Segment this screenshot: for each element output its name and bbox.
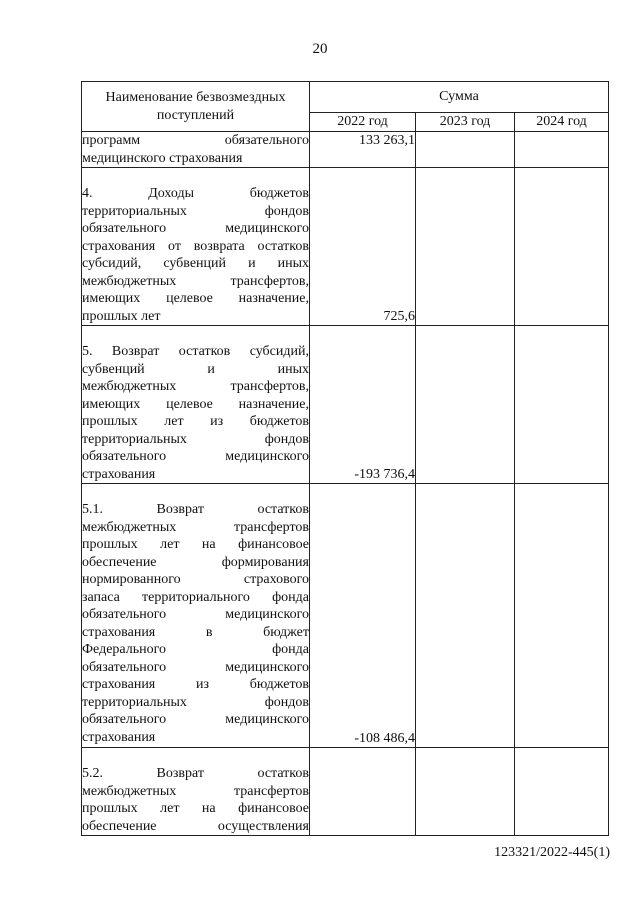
amount-cell-2022 bbox=[310, 748, 416, 836]
row-name-line: страхования из бюджетов bbox=[82, 677, 309, 692]
row-name-line: прошлых лет из бюджетов bbox=[82, 414, 309, 429]
row-name-line: страхования от возврата остатков bbox=[82, 238, 309, 254]
row-name-line: программ обязательного bbox=[82, 133, 309, 148]
row-name-line: территориальных фондов bbox=[82, 431, 309, 447]
row-name-line: страхования в бюджет bbox=[82, 624, 309, 640]
amount-cell-2023 bbox=[416, 748, 515, 836]
amount-cell-2023 bbox=[416, 132, 515, 168]
column-header-year-2022: 2022 год bbox=[310, 113, 416, 132]
row-name-line: имеющих целевое назначение, bbox=[82, 396, 309, 412]
row-name-cell bbox=[82, 484, 310, 748]
row-name-line: страхования bbox=[82, 729, 156, 745]
amount-cell-2024 bbox=[515, 748, 609, 836]
row-name-line: обязательного медицинского bbox=[82, 221, 309, 236]
column-header-name: Наименование безвозмездных поступлений bbox=[82, 82, 310, 132]
budget-table bbox=[81, 81, 609, 836]
row-name-line: субсидий, субвенций и иных bbox=[82, 256, 309, 271]
row-name-line: межбюджетных трансфертов bbox=[82, 783, 309, 799]
row-name-line: прошлых лет на финансовое bbox=[82, 537, 309, 552]
row-name-line: Федерального фонда bbox=[82, 642, 309, 657]
row-name-line: обязательного медицинского bbox=[82, 659, 309, 675]
amount-cell-2024 bbox=[515, 168, 609, 326]
page-number: 20 bbox=[312, 41, 328, 57]
amount-cell-2024 bbox=[515, 132, 609, 168]
row-name-line: обеспечение осуществления bbox=[82, 818, 309, 834]
row-name-line: субвенций и иных bbox=[82, 361, 309, 377]
row-name-line: запаса территориального фонда bbox=[82, 589, 309, 605]
row-name-line: медицинского страхования bbox=[82, 150, 243, 166]
row-name-cell bbox=[82, 132, 310, 168]
row-name-line: прошлых лет bbox=[82, 308, 161, 324]
column-header-year-2024: 2024 год bbox=[515, 113, 609, 132]
amount-cell-2024 bbox=[515, 484, 609, 748]
row-name-line: территориальных фондов bbox=[82, 203, 309, 219]
row-name-line: 4. Доходы бюджетов bbox=[82, 186, 309, 201]
row-name-line: прошлых лет на финансовое bbox=[82, 801, 309, 816]
row-name-cell bbox=[82, 748, 310, 836]
row-name-line: обязательного медицинского bbox=[82, 449, 309, 464]
amount-cell-2022: -108 486,4 bbox=[310, 484, 416, 748]
table-row bbox=[82, 484, 609, 748]
document-code: 123321/2022-445(1) bbox=[494, 845, 610, 860]
row-name-line: обязательного медицинского bbox=[82, 712, 309, 727]
column-header-sum: Сумма bbox=[310, 82, 609, 113]
table-row bbox=[82, 748, 609, 836]
amount-cell-2023 bbox=[416, 168, 515, 326]
amount-cell-2023 bbox=[416, 484, 515, 748]
amount-cell-2022: -193 736,4 bbox=[310, 326, 416, 484]
amount-cell-2022: 133 263,1 bbox=[310, 132, 416, 168]
column-header-year-2023: 2023 год bbox=[416, 113, 515, 132]
amount-cell-2023 bbox=[416, 326, 515, 484]
row-name-line: межбюджетных трансфертов bbox=[82, 519, 309, 535]
row-name-line: 5.1. Возврат остатков bbox=[82, 502, 309, 517]
table-row bbox=[82, 326, 609, 484]
row-name-line: страхования bbox=[82, 466, 156, 482]
table-row bbox=[82, 168, 609, 326]
table-row bbox=[82, 132, 609, 168]
row-name-line: обязательного медицинского bbox=[82, 607, 309, 622]
row-name-line: нормированного страхового bbox=[82, 572, 309, 587]
row-name-cell bbox=[82, 168, 310, 326]
row-name-line: обеспечение формирования bbox=[82, 554, 309, 570]
row-name-cell bbox=[82, 326, 310, 484]
amount-cell-2022: 725,6 bbox=[310, 168, 416, 326]
row-name-line: имеющих целевое назначение, bbox=[82, 291, 309, 306]
row-name-line: 5.2. Возврат остатков bbox=[82, 766, 309, 781]
amount-cell-2024 bbox=[515, 326, 609, 484]
row-name-line: межбюджетных трансфертов, bbox=[82, 379, 309, 394]
row-name-line: 5. Возврат остатков субсидий, bbox=[82, 344, 309, 359]
table-body bbox=[82, 132, 609, 836]
row-name-line: территориальных фондов bbox=[82, 694, 309, 710]
row-name-line: межбюджетных трансфертов, bbox=[82, 273, 309, 289]
